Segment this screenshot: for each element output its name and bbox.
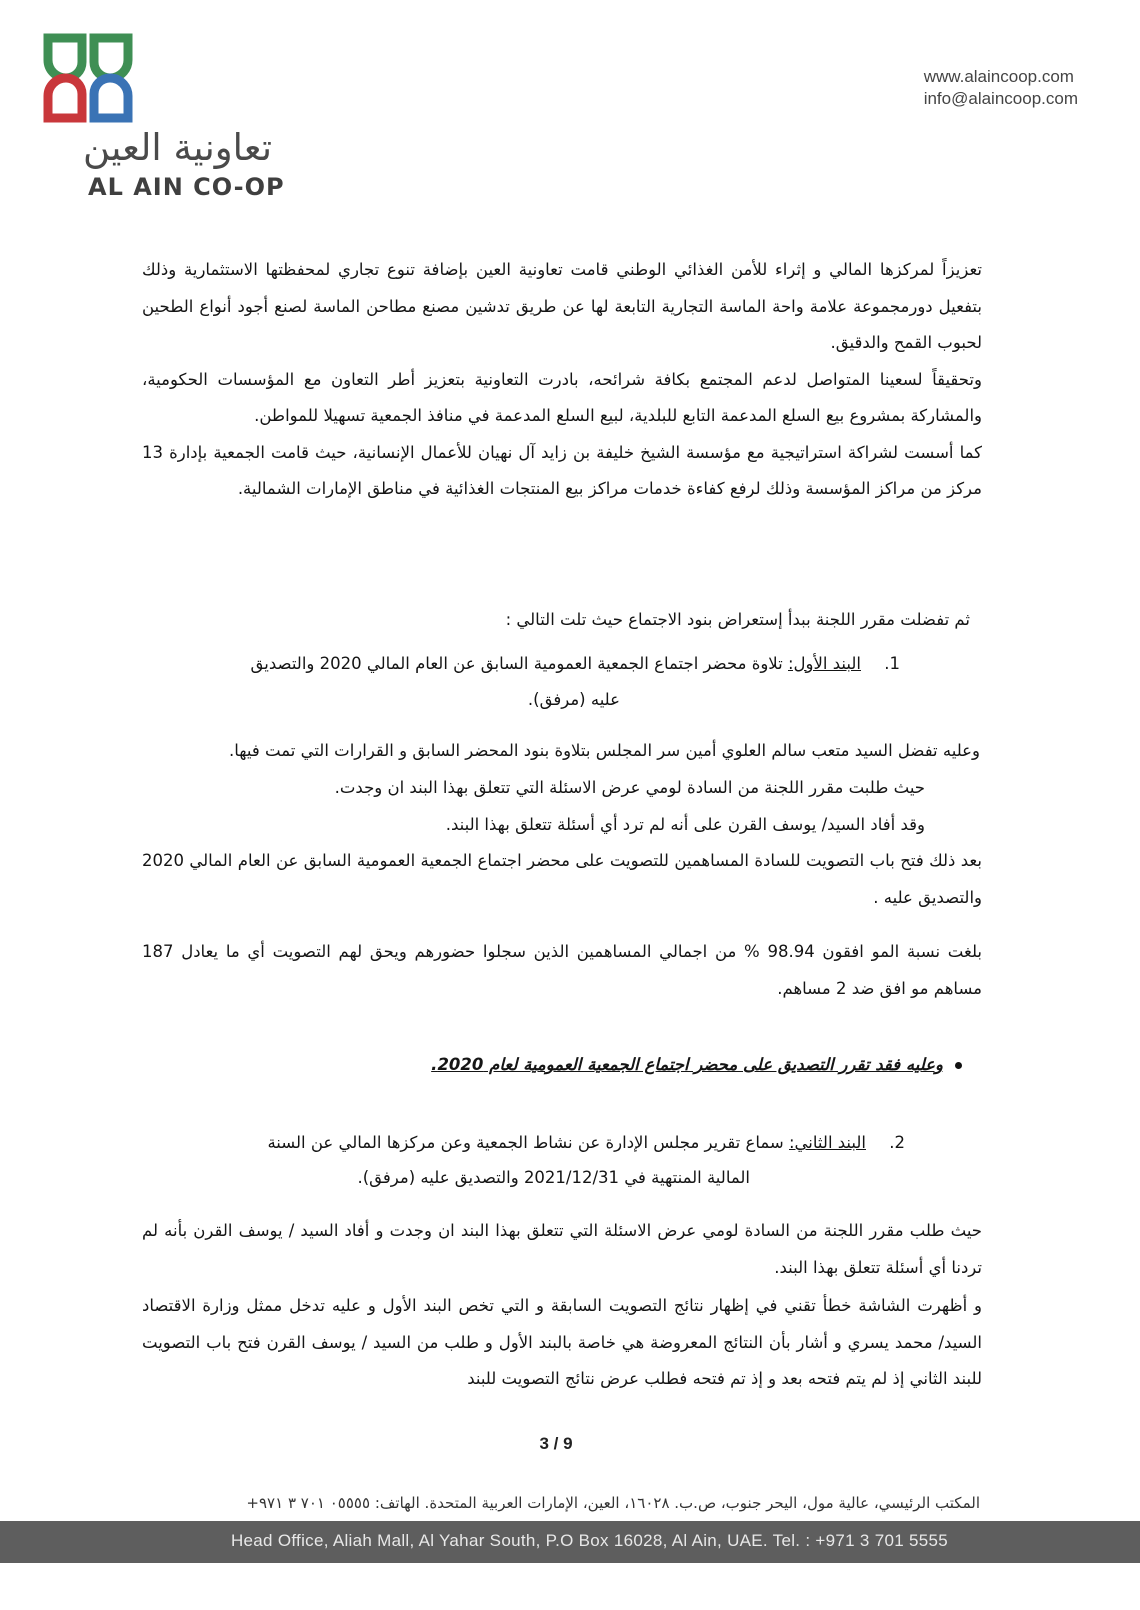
website-link[interactable]: www.alaincoop.com <box>923 67 1074 86</box>
agenda-item-1 <box>251 646 901 683</box>
footer-address-english: Head Office, Aliah Mall, Al Yahar South, P.O Box 16028, Al Ain, UAE. Tel. : +971 3 701 5555 <box>230 1531 948 1550</box>
coop-logo-icon <box>42 32 134 124</box>
intro-paragraph-3: كما أسست لشراكة استراتيجية مع مؤسسة الشيخ خليفة بن زايد آل نهيان للأعمال الإنسانية، حيث قامت الجمعية بإدارة 13 مركز من مراكز المؤسسة وذلك لرفع كفاءة خدمات مراكز بيع المنتجات الغذائية في مناطق الإمارات الشمالية. <box>142 442 982 498</box>
intro-section <box>142 252 982 508</box>
item-1-body-line-4: بعد ذلك فتح باب التصويت للسادة المساهمين للتصويت على محضر اجتماع الجمعية العمومية السابق عن العام المالي 2020 والتصديق عليه . <box>142 851 982 907</box>
item-2-text-continued: المالية المنتهية في 2021/12/31 والتصديق عليه (مرفق). <box>357 1168 750 1187</box>
item-2-number: 2. <box>889 1133 905 1152</box>
item-1-vote-result: بلغت نسبة المو افقون 98.94 % من اجمالي المساهمين الذين سجلوا حضورهم ويحق لهم التصويت أي ما يعادل 187 مساهم مو افق ضد 2 مساهم. <box>142 942 982 998</box>
email-link[interactable]: info@alaincoop.com <box>923 89 1078 108</box>
logo-english-name: AL AIN CO-OP <box>88 173 285 201</box>
item-1-text: تلاوة محضر اجتماع الجمعية العمومية السابق عن العام المالي 2020 والتصديق <box>250 654 783 673</box>
bullet-icon <box>955 1062 962 1069</box>
contact-info <box>924 66 1078 110</box>
intro-paragraph-2: وتحقيقاً لسعينا المتواصل لدعم المجتمع بكافة شرائحه، بادرت التعاونية بتعزيز أطر التعاون مع المؤسسات الحكومية، والمشاركة بمشروع بيع السلع المدعمة التابع للبلدية، لبيع السلع المدعمة في منافذ الجمعية تسهيلا للمواطن. <box>142 369 982 425</box>
item-2-body-line-1: حيث طلب مقرر اللجنة من السادة لومي عرض الاسئلة التي تتعلق بهذا البند ان وجدت و أفاد السيد / يوسف القرن بأنه لم تردنا أي أسئلة تتعلق بهذا البند. <box>142 1221 982 1277</box>
footer-address-arabic: المكتب الرئيسي، عالية مول، اليحر جنوب، ص.ب. ١٦٠٢٨، العين، الإمارات العربية المتحدة. الهاتف: ٠٥٥٥٥ ٧٠١ ٣ ٩٧١+ <box>246 1494 980 1512</box>
item-2-title: البند الثاني: <box>789 1133 866 1152</box>
agenda-intro: ثم تفضلت مقرر اللجنة ببدأ إستعراض بنود الاجتماع حيث تلت التالي : <box>505 610 970 629</box>
item-1-body-line-3: وقد أفاد السيد/ يوسف القرن على أنه لم ترد أي أسئلة تتعلق بهذا البند. <box>445 815 925 834</box>
intro-paragraph-1: تعزيزاً لمركزها المالي و إثراء للأمن الغذائي الوطني قامت تعاونية العين بإضافة تنوع تجاري لمحفظتها الاستثمارية وذلك بتفعيل دورمجموعة علامة واحة الماسة التجارية التابعة لها عن طريق تدشين مصنع مطاحن الماسة لصنع أجود أنواع الطحين لحبوب القمح والدقيق. <box>142 260 982 352</box>
resolution-bullet <box>431 1055 962 1074</box>
resolution-text: وعليه فقد تقرر التصديق على محضر اجتماع الجمعية العمومية لعام 2020. <box>431 1055 943 1074</box>
item-1-title: البند الأول: <box>788 654 861 673</box>
item-2-body-line-2: و أظهرت الشاشة خطأ تقني في إظهار نتائج التصويت السابقة و التي تخص البند الأول و عليه تدخل ممثل وزارة الاقتصاد السيد/ محمد يسري و أشار بأن النتائج المعروضة هي خاصة بالبند الأول و طلب من السيد / يوسف القرن فتح باب التصويت للبند الثاني إذ لم يتم فتحه بعد و إذ تم فتحه فطلب عرض نتائج التصويت للبند <box>142 1296 982 1388</box>
item-1-body-line-2: حيث طلبت مقرر اللجنة من السادة لومي عرض الاسئلة التي تتعلق بهذا البند ان وجدت. <box>334 778 925 797</box>
page-number: 3 / 9 <box>539 1434 573 1453</box>
item-1-body-line-1: وعليه تفضل السيد متعب سالم العلوي أمين سر المجلس بتلاوة بنود المحضر السابق و القرارات التي تمت فيها. <box>229 741 980 760</box>
item-1-text-continued: عليه (مرفق). <box>527 690 620 709</box>
item-1-number: 1. <box>884 654 900 673</box>
logo-arabic-name: تعاونية العين <box>82 126 273 169</box>
item-2-text: سماع تقرير مجلس الإدارة عن نشاط الجمعية وعن مركزها المالي عن السنة <box>267 1133 784 1152</box>
agenda-item-2 <box>267 1125 905 1162</box>
